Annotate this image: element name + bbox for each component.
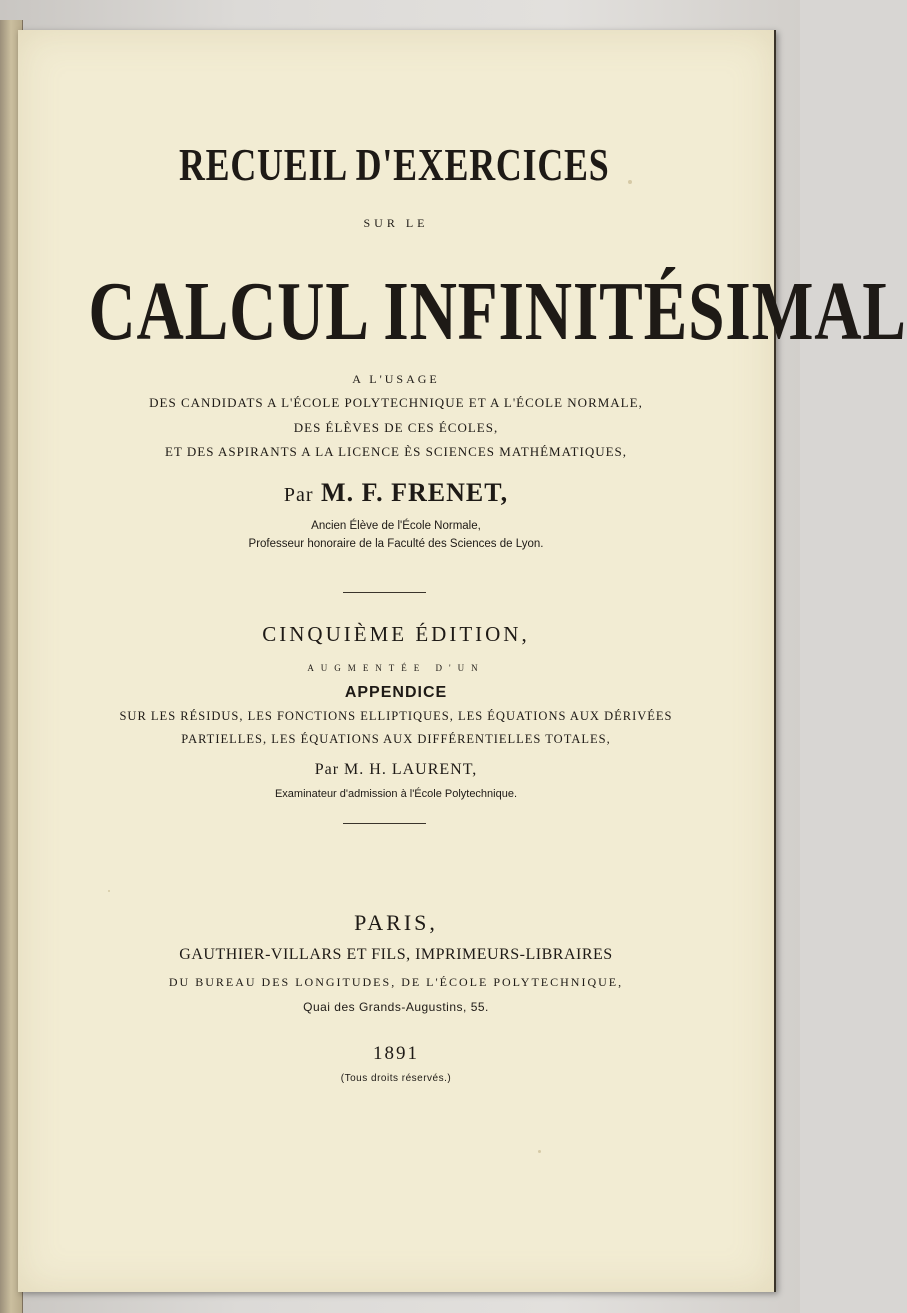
augmented-line: AUGMENTÉE D'UN [307,663,485,673]
appendix-author: Par M. H. LAURENT, [314,761,478,778]
paper-speck [538,1150,541,1153]
publisher-line-2: DU BUREAU DES LONGITUDES, DE L'ÉCOLE POLYTECHNIQUE, [168,975,624,989]
rights-notice: (Tous droits réservés.) [340,1073,452,1084]
author-affiliation-1: Ancien Élève de l'École Normale, [311,520,481,532]
appendix-heading: APPENDICE [344,684,448,701]
divider-rule [343,823,426,824]
audience-line-3: ET DES ASPIRANTS A LA LICENCE ÈS SCIENCES MATHÉMATIQUES, [164,444,628,459]
audience-line-2: DES ÉLÈVES DE CES ÉCOLES, [293,420,499,435]
appendix-author-title: Examinateur d'admission à l'École Polytechnique. [274,788,518,800]
author-affiliation-2: Professeur honoraire de la Faculté des Sciences de Lyon. [248,538,544,550]
publisher-line-1: GAUTHIER-VILLARS ET FILS, IMPRIMEURS-LIBRAIRES [179,946,613,963]
author-line [18,478,774,508]
city-line: PARIS, [354,910,438,935]
paper-speck [108,890,110,892]
publisher-address: Quai des Grands-Augustins, 55. [303,1000,489,1014]
author-name: M. F. FRENET, [321,478,509,507]
publication-year: 1891 [373,1043,419,1064]
subtitle-sur-le: SUR LE [363,216,429,230]
title-page [18,30,907,1292]
appendix-description-1: SUR LES RÉSIDUS, LES FONCTIONS ELLIPTIQUES, LES ÉQUATIONS AUX DÉRIVÉES [119,709,673,723]
audience-line-1: DES CANDIDATS A L'ÉCOLE POLYTECHNIQUE ET A L'ÉCOLE NORMALE, [149,395,643,410]
appendix-description-2: PARTIELLES, LES ÉQUATIONS AUX DIFFÉRENTIELLES TOTALES, [181,732,611,746]
usage-line: A L'USAGE [352,372,440,386]
title-line-1: RECUEIL D'EXERCICES [178,139,610,190]
title-line-2: CALCUL INFINITÉSIMAL [88,265,907,358]
divider-rule [343,592,426,593]
edition-line: CINQUIÈME ÉDITION, [262,622,530,646]
author-prefix: Par [283,484,314,506]
